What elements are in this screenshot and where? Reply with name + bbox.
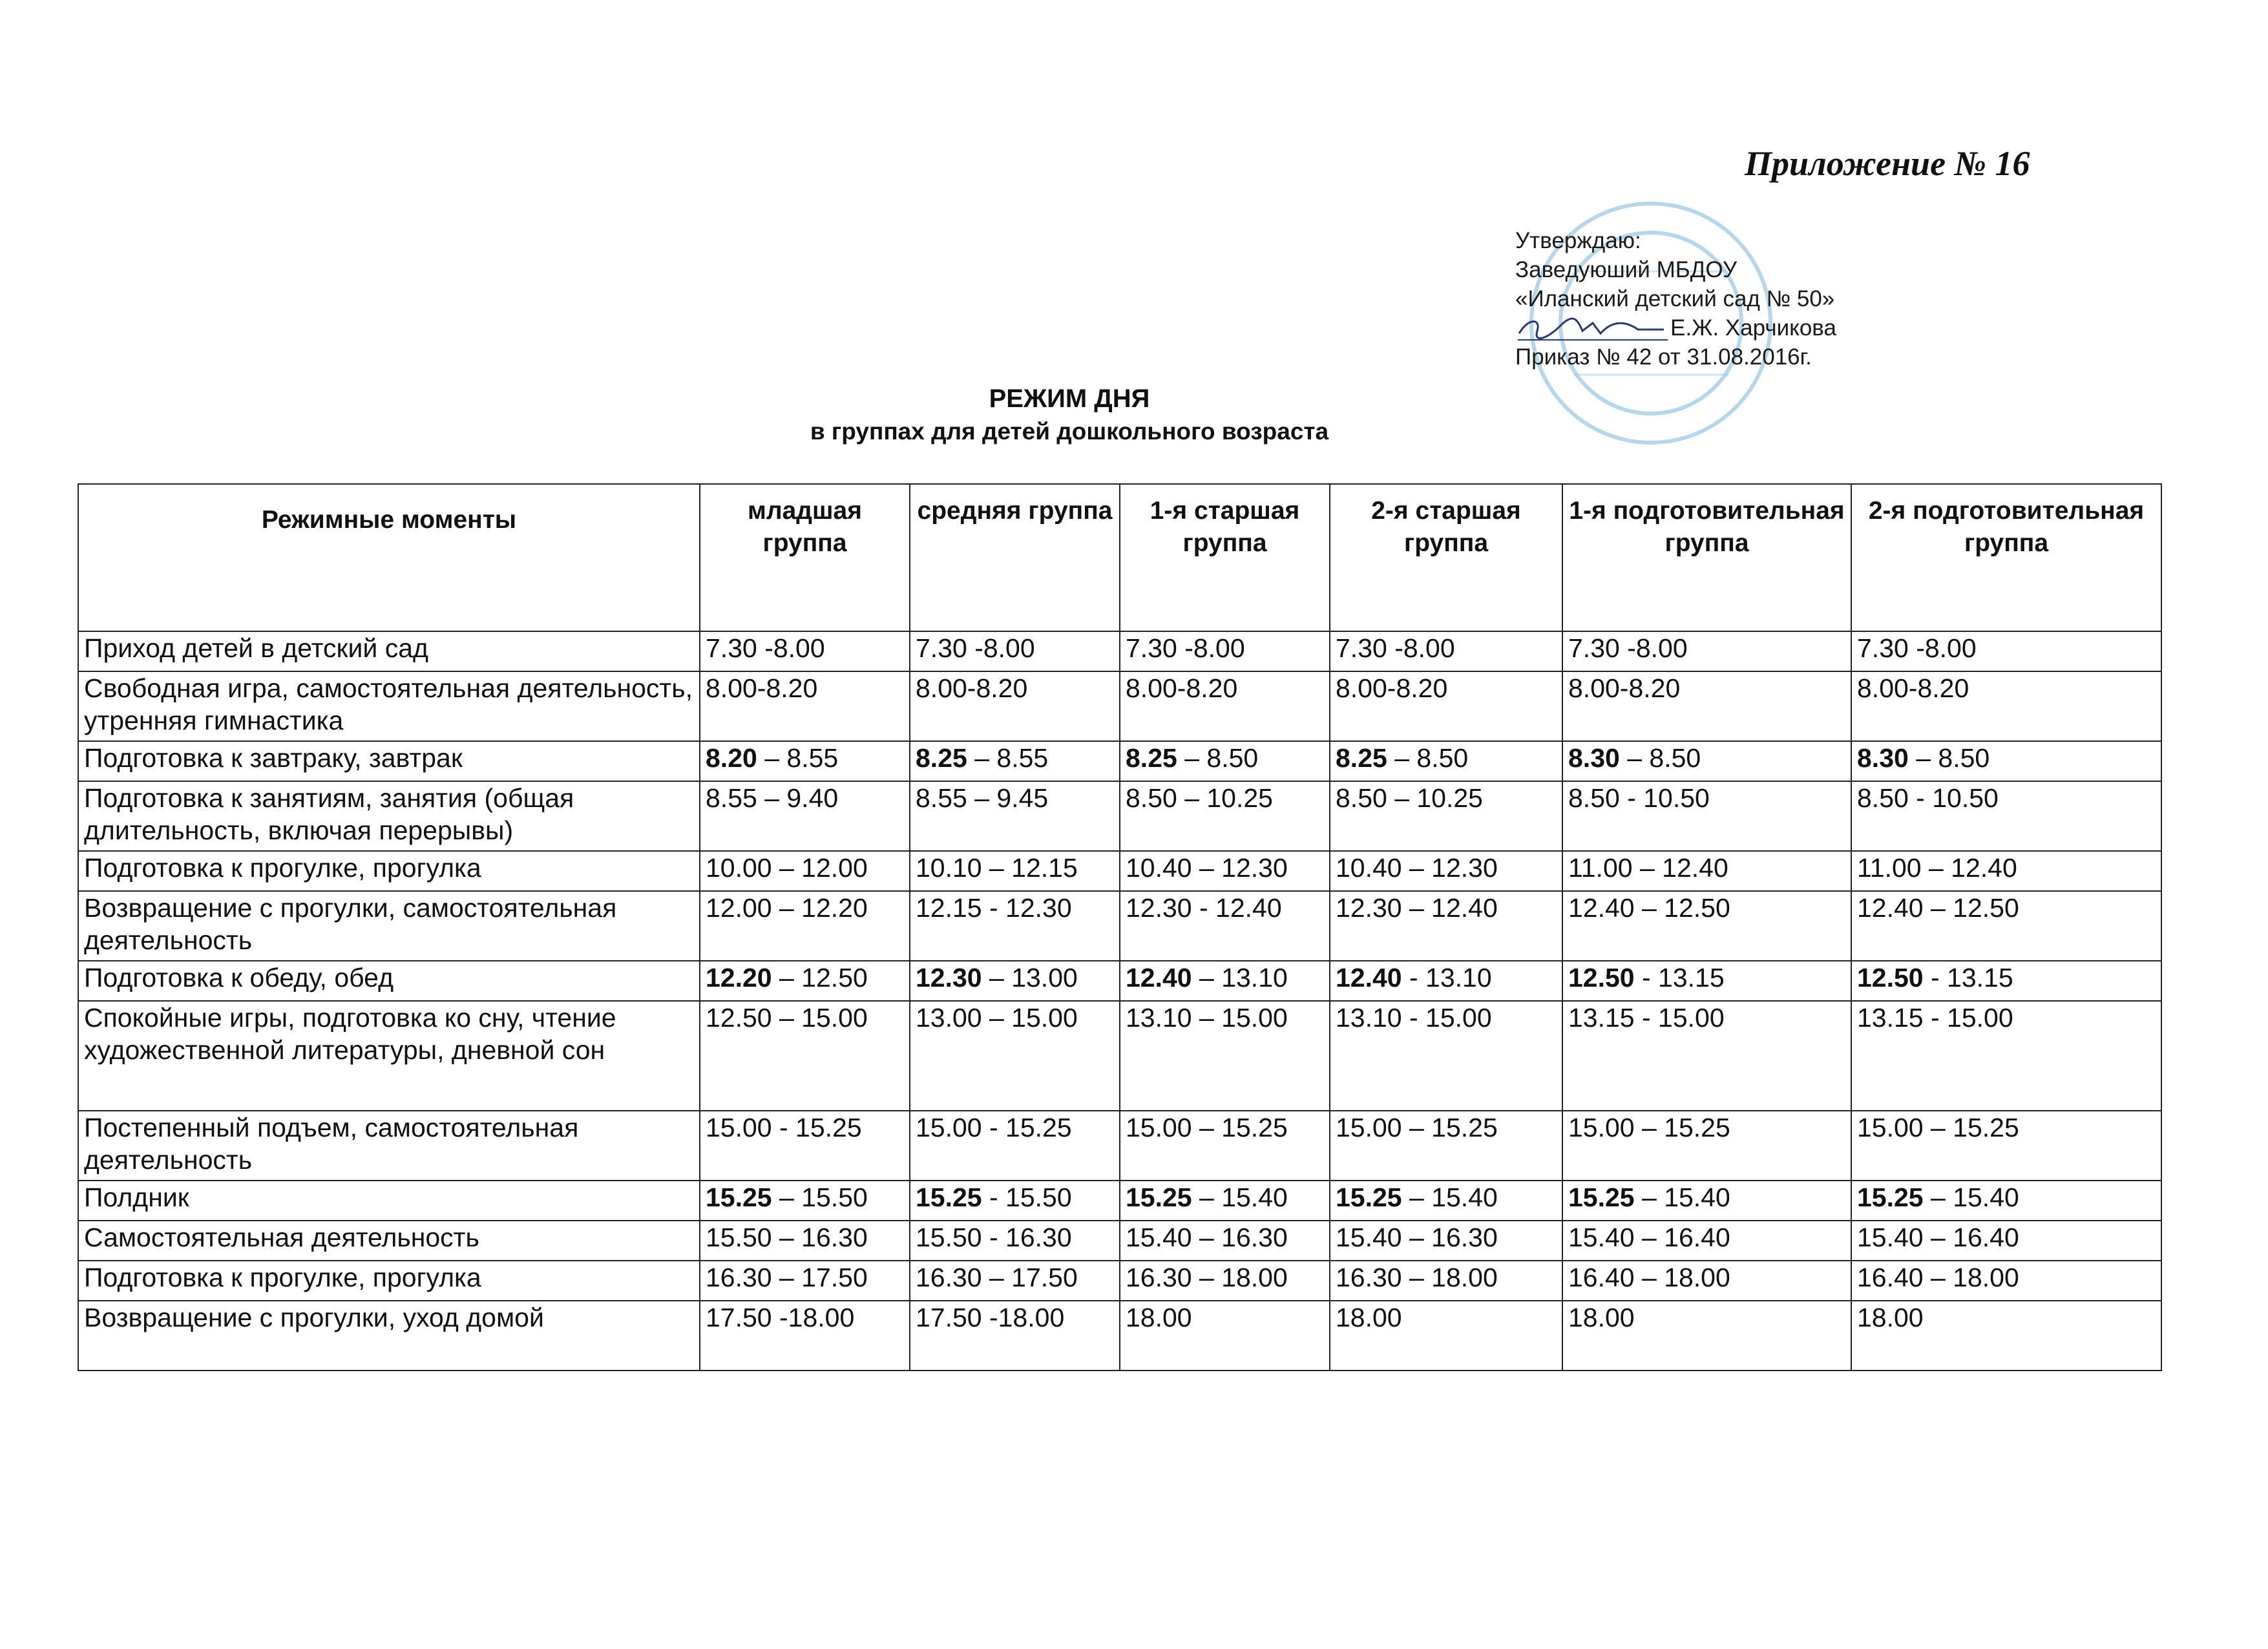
time-range: 10.10 – 12.15: [916, 853, 1078, 883]
time-start-bold: 15.25: [1857, 1182, 1924, 1212]
time-cell: [1330, 1301, 1562, 1371]
time-range: 11.00 – 12.40: [1857, 853, 2017, 883]
time-range: – 8.55: [967, 743, 1049, 773]
schedule-table: [78, 483, 2162, 1371]
time-range: – 15.40: [1402, 1182, 1498, 1212]
table-row: [78, 1181, 2161, 1221]
table-row: [78, 631, 2161, 671]
time-cell: [1120, 671, 1330, 741]
time-cell: [1120, 961, 1330, 1001]
time-cell: [700, 781, 910, 851]
time-start-bold: 12.50: [1568, 963, 1635, 993]
time-cell: [910, 851, 1120, 891]
time-range: 17.50 -18.00: [916, 1303, 1065, 1332]
title-main: РЕЖИМ ДНЯ: [989, 384, 1150, 413]
time-cell: [700, 1261, 910, 1301]
time-cell: [910, 1111, 1120, 1181]
time-cell: [700, 1181, 910, 1221]
activity-cell: Возвращение с прогулки, самостоятельная деятельность: [78, 891, 700, 961]
time-range: 8.55 – 9.45: [916, 783, 1049, 813]
time-range: – 13.00: [982, 963, 1078, 993]
time-cell: [1120, 1181, 1330, 1221]
time-cell: [1562, 1111, 1851, 1181]
time-range: 12.40 – 12.50: [1857, 893, 2019, 923]
time-range: 13.00 – 15.00: [916, 1003, 1078, 1033]
table-row: [78, 1001, 2161, 1111]
time-range: 15.40 – 16.30: [1336, 1223, 1498, 1252]
approval-line-1: Утверждаю:: [1515, 228, 1641, 253]
time-cell: [1851, 1261, 2161, 1301]
time-cell: [1330, 961, 1562, 1001]
time-cell: [700, 1001, 910, 1111]
time-start-bold: 8.25: [916, 743, 967, 773]
time-cell: [1562, 961, 1851, 1001]
time-cell: [1851, 961, 2161, 1001]
signer-name: Е.Ж. Харчикова: [1670, 315, 1836, 341]
header-senior-group-2: 2-я старшая группа: [1330, 484, 1562, 631]
time-range: 11.00 – 12.40: [1568, 853, 1728, 883]
activity-cell: Возвращение с прогулки, уход домой: [78, 1301, 700, 1371]
table-row: [78, 1221, 2161, 1261]
time-start-bold: 8.30: [1857, 743, 1909, 773]
time-cell: [910, 1001, 1120, 1111]
time-cell: [1330, 671, 1562, 741]
time-cell: [1851, 631, 2161, 671]
header-prep-group-2: 2-я подготовительная группа: [1851, 484, 2161, 631]
signature-image: [1515, 314, 1670, 342]
time-range: 18.00: [1336, 1303, 1402, 1332]
time-cell: [910, 1221, 1120, 1261]
time-start-bold: 12.40: [1126, 963, 1192, 993]
time-range: 12.15 - 12.30: [916, 893, 1072, 923]
time-cell: [1120, 631, 1330, 671]
time-range: – 13.10: [1192, 963, 1288, 993]
activity-cell: Приход детей в детский сад: [78, 631, 700, 671]
time-range: 16.40 – 18.00: [1568, 1263, 1730, 1292]
title-subtitle: в группах для детей дошкольного возраста: [810, 418, 1329, 445]
time-cell: [1851, 1111, 2161, 1181]
approval-line-2: Заведуюший МБДОУ: [1515, 257, 1738, 282]
time-cell: [1562, 1221, 1851, 1261]
time-cell: [1851, 741, 2161, 781]
time-range: 7.30 -8.00: [1568, 633, 1688, 663]
time-range: 15.00 – 15.25: [1568, 1113, 1730, 1142]
time-cell: [910, 961, 1120, 1001]
time-start-bold: 12.20: [706, 963, 772, 993]
time-cell: [1120, 851, 1330, 891]
time-range: 15.00 - 15.25: [706, 1113, 862, 1142]
schedule-body: [78, 631, 2161, 1371]
time-cell: [1120, 1111, 1330, 1181]
time-cell: [700, 961, 910, 1001]
table-row: [78, 851, 2161, 891]
time-cell: [1330, 891, 1562, 961]
table-row: [78, 741, 2161, 781]
time-cell: [1120, 1261, 1330, 1301]
time-range: 7.30 -8.00: [1336, 633, 1455, 663]
time-range: 16.30 – 18.00: [1336, 1263, 1498, 1292]
time-cell: [1851, 851, 2161, 891]
time-cell: [1562, 851, 1851, 891]
time-cell: [1330, 851, 1562, 891]
table-row: [78, 1301, 2161, 1371]
time-cell: [1851, 671, 2161, 741]
time-range: 12.00 – 12.20: [706, 893, 868, 923]
time-start-bold: 15.25: [1336, 1182, 1402, 1212]
time-range: 10.40 – 12.30: [1126, 853, 1288, 883]
time-cell: [700, 671, 910, 741]
time-range: – 8.50: [1619, 743, 1701, 773]
time-range: 18.00: [1568, 1303, 1635, 1332]
time-range: 16.30 – 17.50: [916, 1263, 1078, 1292]
activity-cell: Подготовка к обеду, обед: [78, 961, 700, 1001]
time-cell: [1562, 1261, 1851, 1301]
time-range: 8.50 – 10.25: [1126, 783, 1273, 813]
time-start-bold: 12.50: [1857, 963, 1924, 993]
time-range: 15.00 – 15.25: [1336, 1113, 1498, 1142]
activity-cell: Постепенный подъем, самостоятельная деятельность: [78, 1111, 700, 1181]
activity-cell: Свободная игра, самостоятельная деятельность, утренняя гимнастика: [78, 671, 700, 741]
time-range: - 15.50: [982, 1182, 1072, 1212]
time-cell: [1330, 1221, 1562, 1261]
time-range: 10.40 – 12.30: [1336, 853, 1498, 883]
activity-cell: Подготовка к прогулке, прогулка: [78, 851, 700, 891]
time-start-bold: 12.30: [916, 963, 982, 993]
time-range: - 13.15: [1634, 963, 1725, 993]
time-range: 12.30 – 12.40: [1336, 893, 1498, 923]
time-range: 8.00-8.20: [1568, 673, 1681, 703]
time-range: 13.15 - 15.00: [1568, 1003, 1725, 1033]
time-cell: [700, 631, 910, 671]
time-start-bold: 15.25: [1568, 1182, 1635, 1212]
time-start-bold: 8.30: [1568, 743, 1620, 773]
table-row: [78, 891, 2161, 961]
time-cell: [1562, 891, 1851, 961]
activity-cell: Полдник: [78, 1181, 700, 1221]
table-row: [78, 1111, 2161, 1181]
order-reference: Приказ № 42 от 31.08.2016г.: [1515, 344, 1812, 370]
time-range: 8.55 – 9.40: [706, 783, 839, 813]
activity-cell: Подготовка к прогулке, прогулка: [78, 1261, 700, 1301]
time-range: 15.00 – 15.25: [1857, 1113, 2019, 1142]
time-cell: [1562, 1181, 1851, 1221]
time-cell: [910, 1301, 1120, 1371]
time-range: - 13.10: [1402, 963, 1492, 993]
time-cell: [1851, 1221, 2161, 1261]
time-cell: [910, 631, 1120, 671]
time-range: - 13.15: [1923, 963, 2013, 993]
time-range: 15.40 – 16.30: [1126, 1223, 1288, 1252]
appendix-label: Приложение № 16: [1745, 144, 2030, 183]
table-row: [78, 781, 2161, 851]
time-cell: [1120, 781, 1330, 851]
time-range: 15.50 - 16.30: [916, 1223, 1072, 1252]
time-range: 8.50 - 10.50: [1857, 783, 1999, 813]
time-range: 15.40 – 16.40: [1568, 1223, 1730, 1252]
time-start-bold: 8.20: [706, 743, 757, 773]
time-range: 8.50 - 10.50: [1568, 783, 1710, 813]
time-range: 7.30 -8.00: [706, 633, 825, 663]
time-range: – 12.50: [772, 963, 868, 993]
header-activity: Режимные моменты: [78, 484, 700, 631]
time-cell: [1330, 1181, 1562, 1221]
time-range: 15.40 – 16.40: [1857, 1223, 2019, 1252]
time-range: 7.30 -8.00: [916, 633, 1035, 663]
time-cell: [700, 741, 910, 781]
signature-line: [1515, 313, 1916, 342]
time-cell: [1562, 741, 1851, 781]
time-range: 15.00 – 15.25: [1126, 1113, 1288, 1142]
time-cell: [1562, 1001, 1851, 1111]
time-start-bold: 15.25: [916, 1182, 982, 1212]
document-title: [711, 381, 1428, 447]
time-range: 8.00-8.20: [1126, 673, 1238, 703]
time-cell: [1330, 1111, 1562, 1181]
time-range: 10.00 – 12.00: [706, 853, 868, 883]
approval-line-3: «Иланский детский сад № 50»: [1515, 286, 1835, 311]
time-range: – 8.50: [1908, 743, 1990, 773]
time-range: 16.30 – 17.50: [706, 1263, 868, 1292]
time-cell: [1330, 1001, 1562, 1111]
activity-cell: Подготовка к занятиям, занятия (общая длительность, включая перерывы): [78, 781, 700, 851]
time-cell: [910, 741, 1120, 781]
time-cell: [910, 1261, 1120, 1301]
time-start-bold: 12.40: [1336, 963, 1402, 993]
time-range: 8.00-8.20: [1857, 673, 1969, 703]
time-range: 8.00-8.20: [1336, 673, 1448, 703]
time-range: – 8.55: [757, 743, 839, 773]
time-cell: [910, 781, 1120, 851]
time-cell: [1120, 891, 1330, 961]
time-cell: [1330, 741, 1562, 781]
time-cell: [1851, 781, 2161, 851]
time-range: 15.50 – 16.30: [706, 1223, 868, 1252]
header-row: [78, 484, 2161, 631]
time-start-bold: 8.25: [1336, 743, 1387, 773]
time-range: 13.10 - 15.00: [1336, 1003, 1492, 1033]
time-start-bold: 8.25: [1126, 743, 1177, 773]
time-range: 12.50 – 15.00: [706, 1003, 868, 1033]
time-cell: [1120, 1001, 1330, 1111]
time-cell: [1562, 781, 1851, 851]
activity-cell: Самостоятельная деятельность: [78, 1221, 700, 1261]
time-cell: [700, 851, 910, 891]
time-start-bold: 15.25: [706, 1182, 772, 1212]
time-cell: [1851, 891, 2161, 961]
header-middle-group: средняя группа: [910, 484, 1120, 631]
time-range: – 8.50: [1177, 743, 1259, 773]
time-cell: [1330, 631, 1562, 671]
time-range: 18.00: [1126, 1303, 1192, 1332]
time-cell: [910, 1181, 1120, 1221]
time-range: 13.15 - 15.00: [1857, 1003, 2013, 1033]
time-cell: [1120, 1221, 1330, 1261]
time-cell: [1330, 1261, 1562, 1301]
time-cell: [700, 891, 910, 961]
table-row: [78, 671, 2161, 741]
time-cell: [700, 1221, 910, 1261]
table-row: [78, 1261, 2161, 1301]
time-cell: [1120, 1301, 1330, 1371]
approval-block: [1515, 226, 1916, 372]
time-cell: [910, 891, 1120, 961]
time-range: 8.00-8.20: [916, 673, 1028, 703]
time-range: 7.30 -8.00: [1857, 633, 1977, 663]
time-range: 15.00 - 15.25: [916, 1113, 1072, 1142]
time-range: 16.30 – 18.00: [1126, 1263, 1288, 1292]
time-cell: [1562, 671, 1851, 741]
time-cell: [1330, 781, 1562, 851]
time-cell: [700, 1111, 910, 1181]
time-range: – 15.50: [772, 1182, 868, 1212]
time-cell: [700, 1301, 910, 1371]
time-cell: [1562, 631, 1851, 671]
time-range: 16.40 – 18.00: [1857, 1263, 2019, 1292]
time-range: – 15.40: [1634, 1182, 1730, 1212]
time-cell: [910, 671, 1120, 741]
header-prep-group-1: 1-я подготовительная группа: [1562, 484, 1851, 631]
time-range: – 8.50: [1387, 743, 1469, 773]
time-range: 13.10 – 15.00: [1126, 1003, 1288, 1033]
time-range: 8.50 – 10.25: [1336, 783, 1483, 813]
time-range: 7.30 -8.00: [1126, 633, 1245, 663]
activity-cell: Подготовка к завтраку, завтрак: [78, 741, 700, 781]
time-range: 12.30 - 12.40: [1126, 893, 1282, 923]
time-cell: [1851, 1301, 2161, 1371]
time-range: 12.40 – 12.50: [1568, 893, 1730, 923]
header-junior-group: младшая группа: [700, 484, 910, 631]
time-range: 18.00: [1857, 1303, 1924, 1332]
time-range: 8.00-8.20: [706, 673, 818, 703]
time-range: 17.50 -18.00: [706, 1303, 855, 1332]
time-range: – 15.40: [1923, 1182, 2019, 1212]
time-cell: [1562, 1301, 1851, 1371]
time-start-bold: 15.25: [1126, 1182, 1192, 1212]
time-cell: [1851, 1001, 2161, 1111]
time-range: – 15.40: [1192, 1182, 1288, 1212]
time-cell: [1120, 741, 1330, 781]
table-row: [78, 961, 2161, 1001]
header-senior-group-1: 1-я старшая группа: [1120, 484, 1330, 631]
activity-cell: Спокойные игры, подготовка ко сну, чтение художественной литературы, дневной сон: [78, 1001, 700, 1111]
time-cell: [1851, 1181, 2161, 1221]
